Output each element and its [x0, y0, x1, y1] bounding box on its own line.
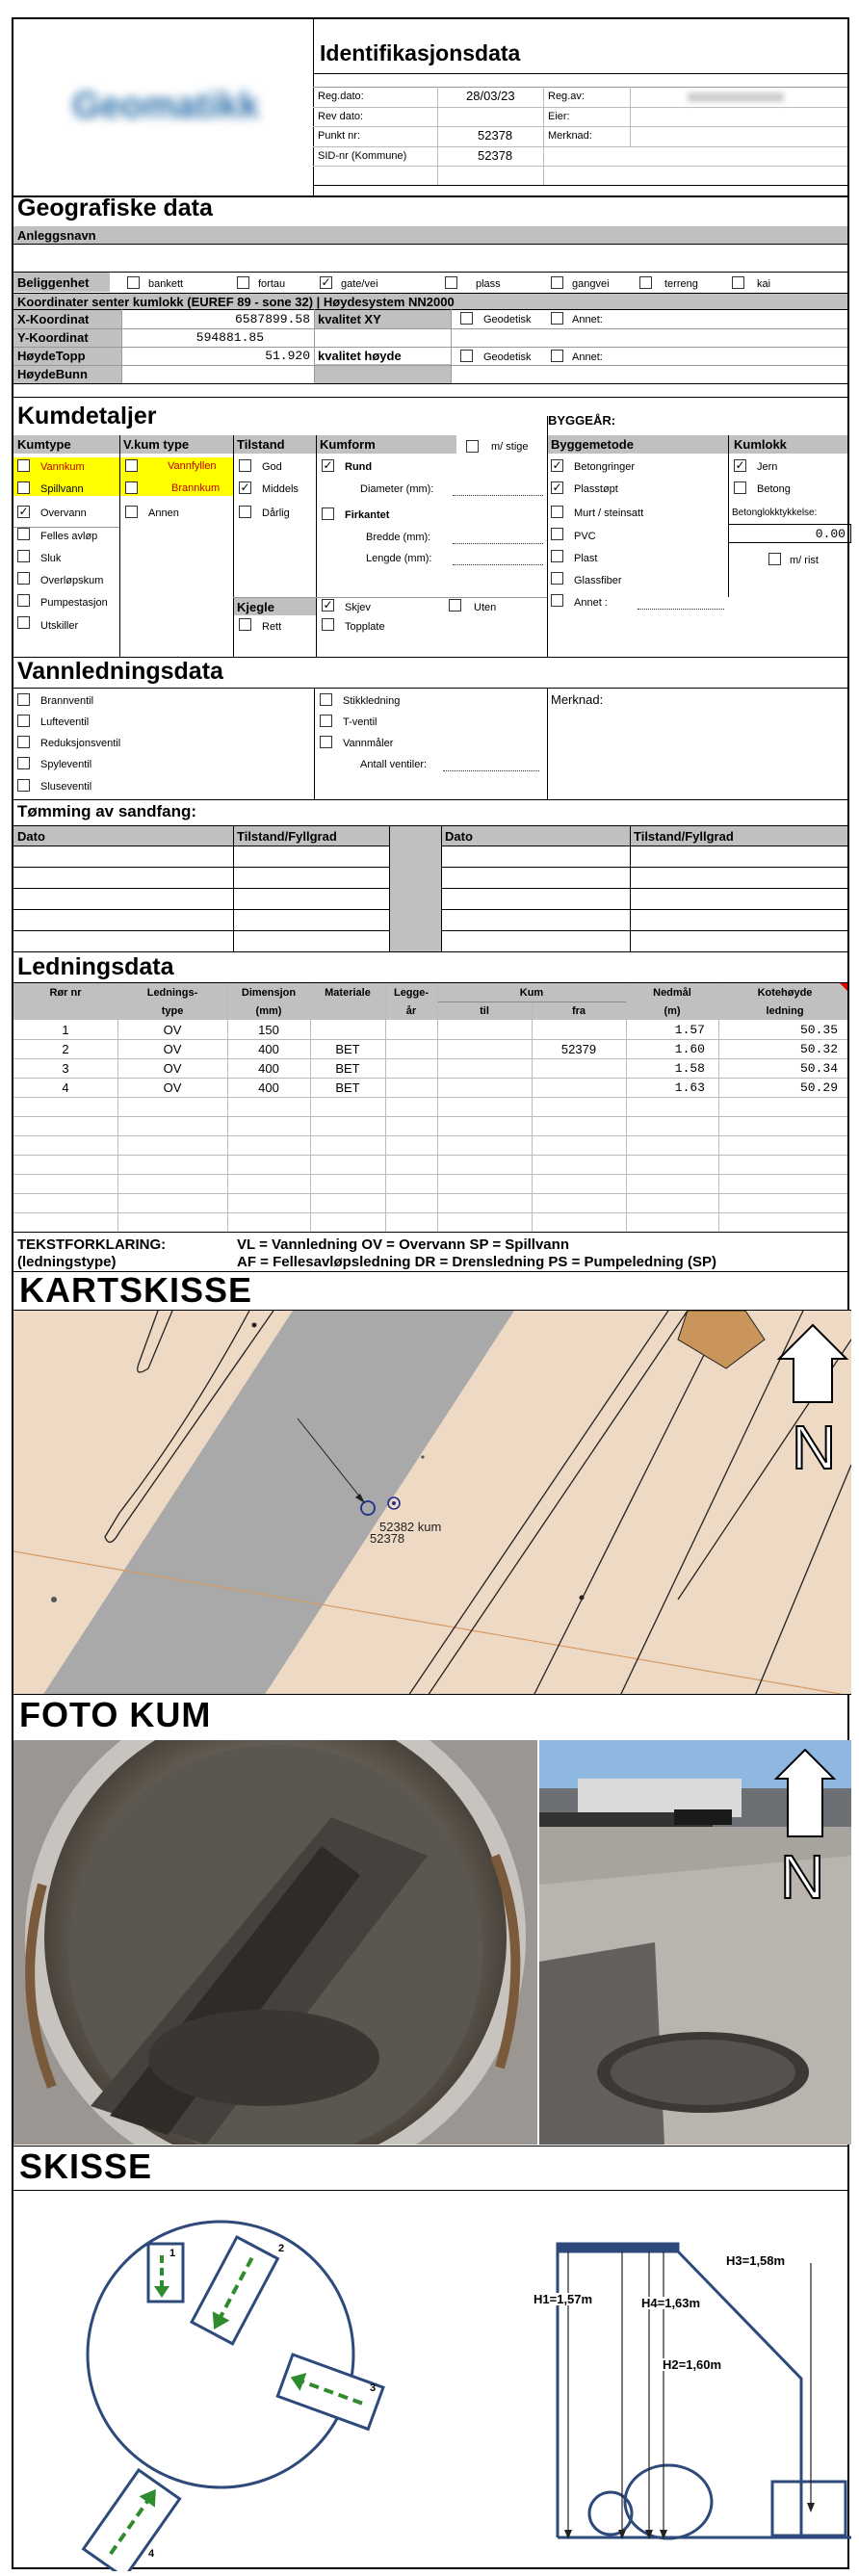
hoyde-topp-value: 51.920 [265, 349, 310, 363]
kumtype-3: Overvann [40, 507, 87, 519]
vann2-3: Vannmåler [343, 738, 394, 749]
vann-title: Vannledningsdata [17, 658, 223, 685]
stige-cb[interactable] [466, 440, 479, 453]
reg-av-label: Reg.av: [548, 91, 585, 102]
h-fra: fra [571, 1005, 586, 1017]
map-sketch [13, 1310, 851, 1695]
merknad-label: Merknad: [548, 130, 592, 142]
h-ned1: Nedmål [653, 987, 691, 999]
x-value: 6587899.58 [234, 312, 310, 326]
reg-av-redacted [688, 92, 784, 102]
vann1-1: Brannventil [40, 695, 94, 707]
bel-opt-5: gangvei [572, 278, 610, 290]
kjegle-header: Kjegle [237, 600, 275, 614]
vann1-cb-2[interactable] [17, 715, 30, 727]
annen-label: Annen [148, 507, 179, 519]
geod-h-label: Geodetisk [483, 351, 532, 363]
vann2-1: Stikkledning [343, 695, 401, 707]
tomming-title: Tømming av sandfang: [17, 802, 197, 820]
vkum-2: Brannkum [171, 482, 221, 494]
ledning-cell-nr: 3 [62, 1061, 69, 1076]
tilstand-cb-1[interactable] [239, 459, 251, 472]
ledning-cell-mat: BET [335, 1042, 360, 1056]
bel-cb-4[interactable] [445, 276, 457, 289]
bygg-header: Byggemetode [551, 437, 634, 452]
tilstand-cb-2[interactable]: ✓ [240, 481, 250, 494]
sketch-h4: H4=1,63m [641, 2296, 701, 2310]
bygg-cb-2[interactable]: ✓ [552, 481, 562, 494]
koord-header: Koordinater senter kumlokk (EUREF 89 - sone 32) | Høydesystem NN2000 [17, 295, 455, 309]
ledning-cell-kote: 50.35 [799, 1023, 838, 1037]
kumtype-4: Felles avløp [40, 531, 98, 542]
vkum-header: V.kum type [123, 437, 190, 452]
ledning-cell-kote: 50.29 [799, 1080, 838, 1095]
bygg-cb-1[interactable]: ✓ [552, 458, 562, 472]
geod-xy-cb[interactable] [460, 312, 473, 325]
ledning-cell-dim: 400 [258, 1061, 279, 1076]
eier-label: Eier: [548, 111, 570, 122]
bel-opt-2: fortau [258, 278, 286, 290]
foto-title: FOTO KUM [19, 1695, 212, 1734]
bel-opt-6: terreng [664, 278, 698, 290]
vann1-4: Spyleventil [40, 759, 92, 770]
rett-cb[interactable] [239, 618, 251, 631]
tekst-label-2: (ledningstype) [17, 1254, 117, 1270]
kumtype-cb-2[interactable] [17, 481, 30, 494]
anleggsnavn-bar [13, 226, 847, 244]
bel-cb-3[interactable]: ✓ [321, 275, 331, 289]
vann1-2: Lufteventil [40, 716, 90, 728]
bygg-3: Murt / steinsatt [574, 507, 644, 519]
h-dim2: (mm) [255, 1005, 282, 1017]
photo-manhole-interior [13, 1740, 537, 2145]
lengde-label: Lengde (mm): [366, 553, 432, 564]
kart-title: KARTSKISSE [19, 1270, 253, 1310]
ledning-cell-fra: 52379 [560, 1042, 597, 1056]
bel-opt-3: gate/vei [341, 278, 378, 290]
ledning-cell-type: OV [163, 1023, 182, 1037]
vann1-3: Reduksjonsventil [40, 738, 121, 749]
lokk-2: Betong [757, 483, 791, 495]
ledning-cell-dim: 400 [258, 1042, 279, 1056]
firkantet-cb[interactable] [322, 507, 334, 520]
manhole-report-sheet [12, 17, 849, 2569]
tomming-divider-col [389, 846, 441, 951]
bygg-7: Annet : [574, 597, 608, 609]
bygg-4: PVC [574, 531, 596, 542]
sketch-h1: H1=1,57m [534, 2292, 593, 2306]
kumtype-5: Sluk [40, 553, 62, 564]
photo-street [539, 1740, 851, 2145]
bygg-cb-5[interactable] [551, 550, 563, 562]
h-legge1: Legge- [393, 987, 430, 999]
bel-opt-4: plass [476, 278, 501, 290]
bel-cb-1[interactable] [127, 276, 140, 289]
north-arrow [779, 1325, 846, 1402]
tilstand-1: God [262, 461, 282, 473]
forklaring-2: AF = Fellesavløpsledning DR = Drensledning PS = Pumpeledning (SP) [237, 1254, 717, 1270]
ledning-cell-kote: 50.34 [799, 1061, 838, 1076]
kum-title: Kumdetaljer [17, 403, 157, 429]
topplate-label: Topplate [345, 621, 385, 633]
vkum-cb-1[interactable] [125, 459, 138, 472]
annet-xy-cb[interactable] [551, 312, 563, 325]
kumtype-8: Utskiller [40, 620, 79, 632]
antall-label: Antall ventiler: [360, 759, 428, 770]
annet-h-cb[interactable] [551, 350, 563, 362]
punkt-nr-value: 52378 [478, 128, 513, 143]
kart-label-kum-2: 52378 [370, 1531, 405, 1546]
h-til: til [480, 1005, 489, 1017]
h-rornr: Rør nr [49, 987, 82, 999]
bel-cb-2[interactable] [237, 276, 249, 289]
forklaring-1: VL = Vannledning OV = Overvann SP = Spillvann [237, 1236, 569, 1253]
kumtype-cb-1[interactable] [17, 459, 30, 472]
tomming-dato-1: Dato [17, 829, 45, 844]
kumtype-7: Pumpestasjon [40, 597, 108, 609]
skjev-cb[interactable]: ✓ [323, 598, 333, 611]
vann1-5: Sluseventil [40, 781, 92, 793]
vann1-cb-5[interactable] [17, 779, 30, 792]
lokk-1: Jern [757, 461, 778, 473]
ledning-cell-type: OV [163, 1042, 182, 1056]
curb-left [138, 1311, 172, 1372]
bygg-cb-3[interactable] [551, 506, 563, 518]
h-dim1: Dimensjon [241, 987, 297, 999]
reg-dato-label: Reg.dato: [318, 91, 364, 102]
firkantet-label: Firkantet [345, 509, 390, 521]
h-legge2: år [405, 1005, 417, 1017]
foto-north-letter: N [780, 1842, 825, 1912]
bel-cb-6[interactable] [639, 276, 652, 289]
tilstand-header: Tilstand [237, 437, 285, 452]
sketch-h2: H2=1,60m [663, 2357, 722, 2372]
bel-cb-5[interactable] [551, 276, 563, 289]
tomming-tilstand-1: Tilstand/Fyllgrad [237, 829, 337, 844]
vann1-cb-3[interactable] [17, 736, 30, 748]
stige-label: m/ stige [491, 441, 529, 453]
h-mat: Materiale [325, 987, 371, 999]
kumtype-2: Spillvann [40, 483, 84, 495]
building-block [678, 1311, 765, 1368]
rett-label: Rett [262, 621, 282, 633]
kumtype-cb-7[interactable] [17, 594, 30, 607]
vann2-cb-1[interactable] [320, 693, 332, 706]
manhole-sketch [13, 2191, 851, 2571]
bel-opt-7: kai [757, 278, 771, 290]
geod-xy-label: Geodetisk [483, 314, 532, 325]
h-type1: Lednings- [146, 987, 198, 999]
vann2-cb-2[interactable] [320, 715, 332, 727]
kumform-header: Kumform [320, 437, 376, 452]
kumtype-cb-5[interactable] [17, 550, 30, 562]
company-logo [21, 48, 310, 164]
ledning-cell-nr: 2 [62, 1042, 69, 1056]
vann2-2: T-ventil [343, 716, 377, 728]
y-value: 594881.85 [195, 330, 264, 345]
ledning-cell-dim: 150 [258, 1023, 279, 1037]
punkt-nr-label: Punkt nr: [318, 130, 361, 142]
h-ned2: (m) [664, 1005, 681, 1017]
reg-dato-value: 28/03/23 [466, 89, 515, 103]
bel-opt-1: bankett [148, 278, 184, 290]
lokk-cb-1[interactable]: ✓ [735, 458, 745, 472]
geod-h-cb[interactable] [460, 350, 473, 362]
bygg-cb-6[interactable] [551, 572, 563, 585]
ident-title: Identifikasjonsdata [320, 40, 521, 65]
h-kote1: Kotehøyde [757, 987, 813, 999]
bygg-1: Betongringer [574, 461, 635, 473]
lokk-header: Kumlokk [734, 437, 787, 452]
topplate-cb[interactable] [322, 618, 334, 631]
lokk-tykk-value: 0.00 [815, 527, 846, 541]
sketch-h3: H3=1,58m [726, 2253, 786, 2268]
ledning-cell-ned: 1.58 [674, 1061, 705, 1076]
hoyde-topp-label: HøydeTopp [17, 349, 86, 363]
vkum-cb-2[interactable] [125, 481, 138, 494]
y-label: Y-Koordinat [17, 330, 89, 345]
lokk-cb-2[interactable] [734, 481, 746, 494]
tilstand-cb-3[interactable] [239, 506, 251, 518]
beliggenhet-label: Beliggenhet [17, 275, 90, 290]
ledning-cell-kote: 50.32 [799, 1042, 838, 1056]
ledning-cell-mat: BET [335, 1061, 360, 1076]
ledning-cell-nr: 4 [62, 1080, 69, 1095]
diameter-label: Diameter (mm): [360, 483, 434, 495]
tilstand-2: Middels [262, 483, 299, 495]
ledning-cell-type: OV [163, 1061, 182, 1076]
bygg-cb-4[interactable] [551, 528, 563, 540]
sketch-label-2: 2 [278, 2243, 285, 2254]
lokk-tykk-label: Betonglokktykkelse: [732, 507, 818, 518]
vann2-cb-3[interactable] [320, 736, 332, 748]
x-label: X-Koordinat [17, 312, 90, 326]
rev-dato-label: Rev dato: [318, 111, 364, 122]
ledning-title: Ledningsdata [17, 953, 174, 980]
rund-cb[interactable]: ✓ [323, 458, 333, 472]
byggear-label: BYGGEÅR: [548, 413, 616, 428]
uten-cb[interactable] [449, 599, 461, 611]
kart-north-letter: N [792, 1413, 837, 1482]
vkum-1: Vannfyllen [168, 460, 217, 472]
ledning-cell-ned: 1.63 [674, 1080, 705, 1095]
bygg-cb-7[interactable] [551, 594, 563, 607]
sketch-label-4: 4 [148, 2548, 155, 2560]
rist-label: m/ rist [790, 555, 819, 566]
geo-title: Geografiske data [17, 195, 213, 221]
anleggsnavn-label: Anleggsnavn [17, 228, 96, 243]
bygg-6: Glassfiber [574, 575, 622, 586]
ledning-cell-nr: 1 [62, 1023, 69, 1037]
tomming-dato-2: Dato [445, 829, 473, 844]
sketch-pipe-2 [192, 2237, 277, 2344]
hoyde-bunn-label: HøydeBunn [17, 367, 88, 381]
uten-label: Uten [474, 602, 497, 613]
kumtype-cb-4[interactable] [17, 528, 30, 540]
tomming-tilstand-2: Tilstand/Fyllgrad [634, 829, 734, 844]
kval-xy-label: kvalitet XY [318, 312, 381, 326]
sketch-label-1: 1 [169, 2248, 176, 2259]
kumtype-header: Kumtype [17, 437, 71, 452]
sketch-pipe-1 [148, 2244, 183, 2302]
ledning-cell-type: OV [163, 1080, 182, 1095]
vann-merknad-label: Merknad: [551, 692, 604, 707]
sketch-manhole-circle [88, 2222, 353, 2487]
tilstand-3: Dårlig [262, 507, 290, 519]
tekst-label-1: TEKSTFORKLARING: [17, 1236, 167, 1253]
kumtype-6: Overløpskum [40, 575, 104, 586]
sketch-label-3: 3 [370, 2382, 377, 2394]
h-type2: type [161, 1005, 184, 1017]
sid-value: 52378 [478, 148, 513, 163]
ledning-cell-ned: 1.60 [674, 1042, 705, 1056]
skjev-label: Skjev [345, 602, 371, 613]
rund-label: Rund [345, 461, 373, 473]
logo-text: Geomatikk [71, 85, 260, 126]
skisse-title: SKISSE [19, 2147, 153, 2186]
ledning-cell-ned: 1.57 [674, 1023, 705, 1037]
h-kum: Kum [519, 987, 544, 999]
sketch-pipe-3 [277, 2355, 383, 2429]
bel-cb-7[interactable] [732, 276, 744, 289]
sketch-section [558, 2244, 851, 2538]
kumtype-1: Vannkum [40, 461, 85, 473]
annet-h-label: Annet: [572, 351, 603, 363]
sid-label: SID-nr (Kommune) [318, 150, 407, 162]
bygg-5: Plast [574, 553, 598, 564]
annen-cb[interactable] [125, 506, 138, 518]
road [42, 1311, 514, 1695]
sketch-pipe-4 [84, 2470, 180, 2571]
vann1-cb-4[interactable] [17, 757, 30, 769]
kval-h-label: kvalitet høyde [318, 349, 402, 363]
rist-cb[interactable] [768, 553, 781, 565]
ledning-cell-mat: BET [335, 1080, 360, 1095]
bredde-label: Bredde (mm): [366, 532, 431, 543]
h-kote2: ledning [766, 1005, 804, 1017]
ledning-cell-dim: 400 [258, 1080, 279, 1095]
annet-xy-label: Annet: [572, 314, 603, 325]
vann1-cb-1[interactable] [17, 693, 30, 706]
kumtype-cb-8[interactable] [17, 616, 30, 629]
bygg-2: Plasstøpt [574, 483, 618, 495]
kumtype-cb-6[interactable] [17, 572, 30, 585]
kumtype-cb-3[interactable]: ✓ [18, 505, 29, 518]
kart-label-kum: 52382 kum [379, 1520, 442, 1534]
